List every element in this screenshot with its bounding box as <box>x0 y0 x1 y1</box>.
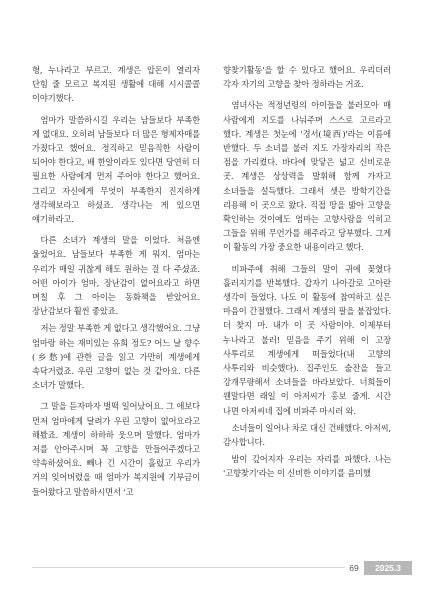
left-text-column <box>32 63 200 499</box>
paragraph: 다른 소녀가 계생의 말을 이었다. 처음엔 울었어요. 남들보다 부족한 게 뭐지. 엄마는 우리가 매일 귀찮게 해도 원하는 걸 다 주셨죠. 어떤 아이가 엄마, 장난감이 없어요라고 하면 며칠 후 그 아이는 동화책을 받았어요. 장난감보다 훨씬 좋았죠. <box>32 235 200 317</box>
page-number: 69 <box>345 561 363 575</box>
paragraph: 형, 누나라고 부르고. 계생은 압돈이 열리자 단힘 줄 모르고 복지된 생활에 대해 시시콜콜 이야기했다. <box>32 65 200 104</box>
paragraph: 염녀사는 적정년령의 아이들을 불러모아 매 사람에게 지도를 나눠주며 스스로 고르라고 했다. 계생은 첫눈에 '경서(境西)'라는 이름에 반했다. 두 소녀를 불러 지도 가장자리의 작은 점을 가리켰다. 바다에 맞닿은 넓고 신비로운 곳. 계생은 상상력을 발휘해 함께 가자고 소녀들을 설득했다. 그래서 셋은 방학기간을 리용해 이 곳으로 왔다. 직접 땅을 밟아 고향을 확인하는 것이예도 엄마는 고향사람을 익히고 그들을 위해 무언가를 해주라고 당부했다. 그게 이 활동의 가장 중요한 내용이라고 했다. <box>223 100 391 253</box>
page-footer <box>0 561 427 575</box>
paragraph: 밤이 깊어지자 우리는 자리를 파했다. 나는 '고향찾기'라는 이 신비한 이야기를 음미했 <box>223 454 391 479</box>
footer-divider <box>32 567 348 568</box>
paragraph: 비파주에 취해 그들의 말이 귀에 꽂혔다 흘러지기를 반복했다. 갑자기 나아갈로 고아란 생각이 들었다. 나도 이 활동에 참여하고 싶은 마음이 간절했다. 그래서 계생의 팔을 붙잡았다. 더 찾지 마. 내가 이 곳 사람이야. 이제부터 누나라고 불러! 믿음을 주기 위해 이 고장 사투리로 계생에게 떠들었다(내 고향의 사투리와 비슷했다). 집주인도 술잔을 들고 강개무량해서 소녀들을 바라보았다. 너희들이 웬말다면 래일 이 아저씨가 홍보 줄게. 시간 나면 아저씨네 집에 비파주 마시러 와. <box>223 263 391 416</box>
paragraph: 향찾기활동'을 할 수 있다고 했어요. 우리더러 각자 자기의 고향을 찾아 정하라는 거죠. <box>223 65 391 90</box>
paragraph: 소녀들이 일어나 차로 대신 건배했다. 아저씨, 감사합니다. <box>223 422 391 448</box>
right-text-column <box>223 63 391 481</box>
issue-badge: 2025.3 <box>364 561 412 575</box>
paragraph: 엄마가 말씀하시길 우리는 남들보다 부족한 게 없대요. 오히려 남들보다 더 많은 형제자매를 가졌다고 했어요. 정직하고 믿음직한 사람이 되어야 한다고, 배 한알이라도 있다면 당연히 더 필요한 사람에게 먼저 주어야 한다고 했어요. 그리고 자신에게 무엇이 부족한지 진지하게 생각해보라고 하셨죠. 생각나는 게 있으면 얘기하라고. <box>32 114 200 225</box>
paragraph: 그 말을 듣자마자 벌떡 일어났어요. 그 애보다 먼저 엄마에게 달려가 우린 고향이 없어요라고 해봤죠. 계생이 하하하 웃으며 말했다. 엄마가 저를 안아주시며 꼭 고향을 만들어주겠다고 약속하셨어요. 빼나 긴 시간이 흘렀고 우리가 거의 잊어버렸을 때 엄마가 복지원에 기부금이 들어왔다고 말씀하시면서 '고 <box>32 401 200 497</box>
paragraph: 저는 정말 부족한 게 없다고 생각했어요. 그냥 엄마랑 하는 재미있는 유희 정도? 어느 날 향수(乡愁)에 관한 글을 읽고 가만히 계생에게 속닥거렸죠. 우린 고향이 없는 것 같아요. 다른 소녀가 말했다. <box>32 323 200 391</box>
